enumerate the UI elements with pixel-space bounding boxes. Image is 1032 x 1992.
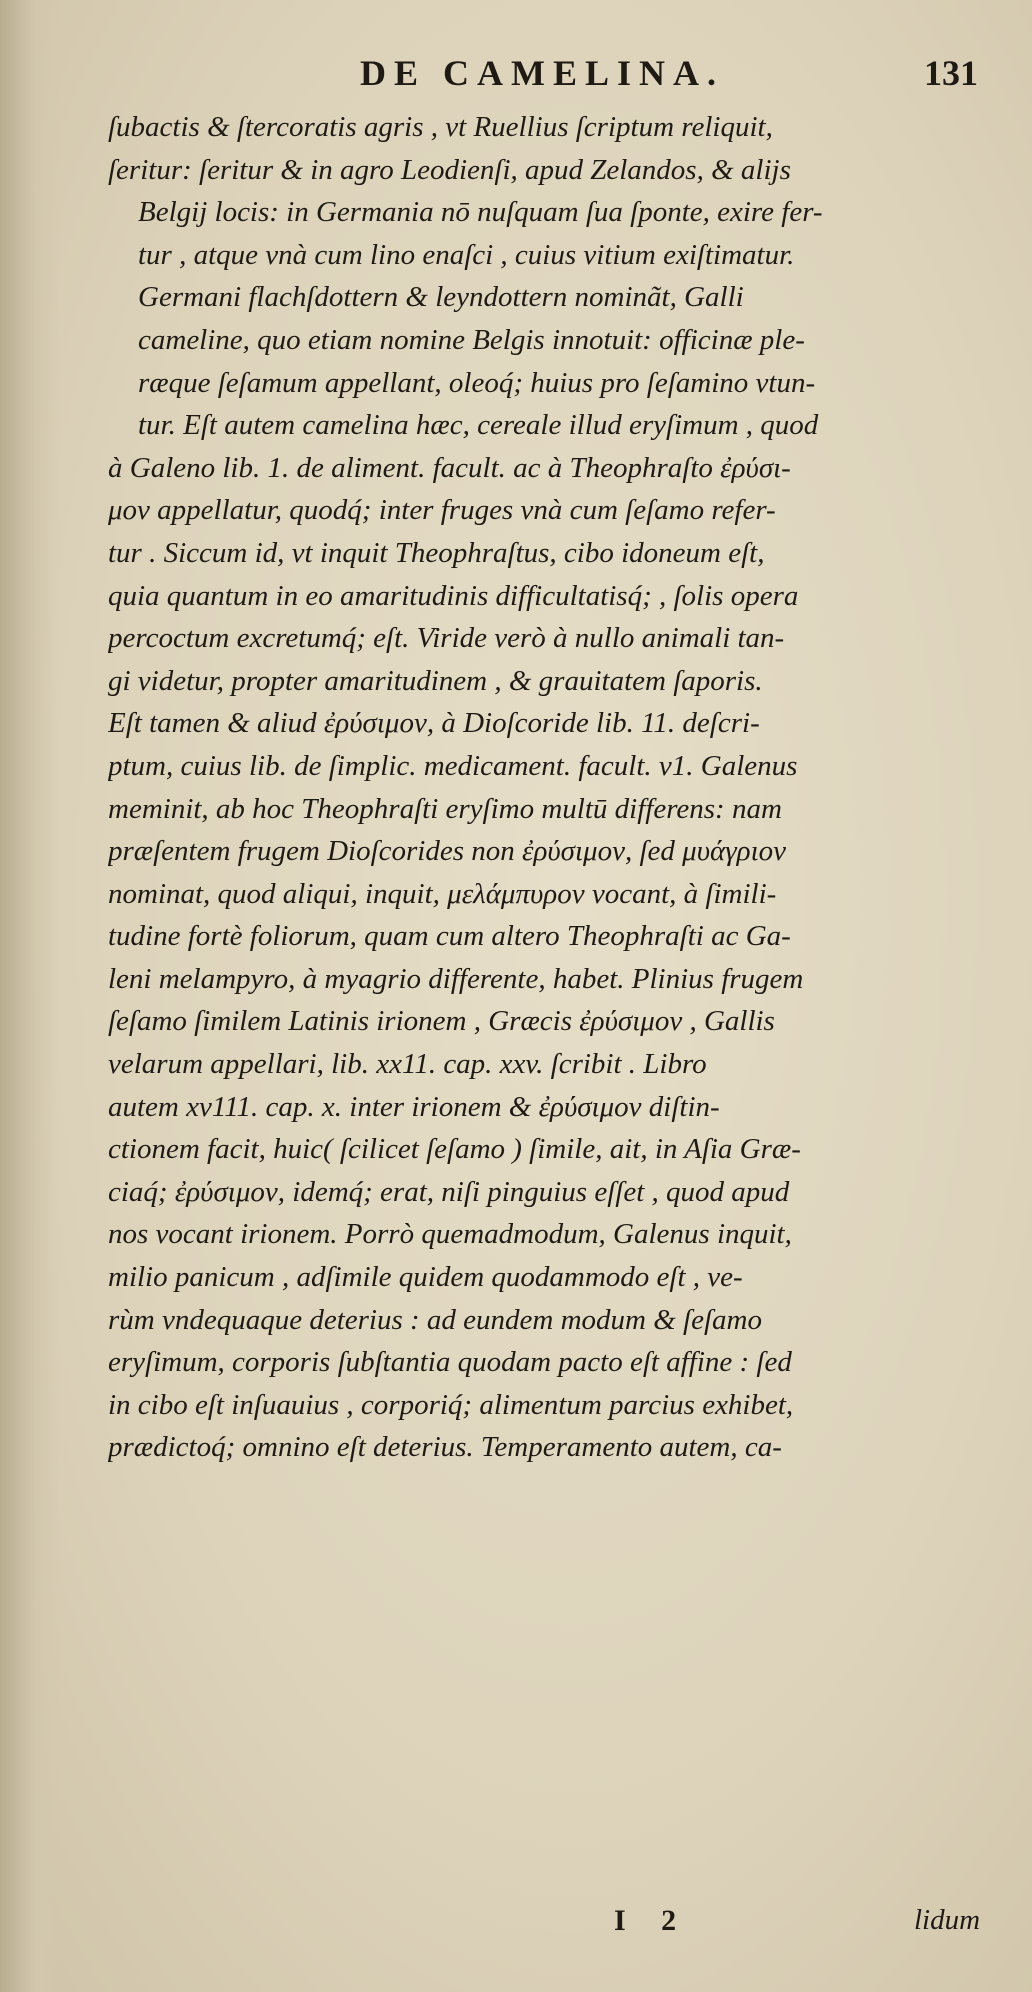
text-line: Germani flachſdottern & leyndottern nominãt, Galli bbox=[138, 281, 744, 314]
body-text bbox=[108, 106, 1008, 1469]
text-line: tudine fortè foliorum, quam cum altero Theophraſti ac Ga- bbox=[108, 920, 791, 953]
text-line: nominat, quod aliqui, inquit, μελάμπυρον vocant, à ſimili- bbox=[108, 877, 777, 910]
text-line: ctionem facit, huic( ſcilicet ſeſamo ) ſimile, ait, in Aſia Græ- bbox=[108, 1133, 801, 1166]
text-line: ſeritur: ſeritur & in agro Leodienſi, apud Zelandos, & alijs bbox=[108, 153, 791, 186]
page-gutter-shadow bbox=[0, 0, 60, 1992]
page-number: 131 bbox=[924, 53, 978, 93]
text-line: leni melampyro, à myagrio differente, habet. Plinius frugem bbox=[108, 962, 804, 995]
running-title: DE CAMELINA. bbox=[360, 53, 725, 93]
text-line: prædictoq́; omnino eſt deterius. Temperamento autem, ca- bbox=[108, 1431, 782, 1464]
text-line: ſubactis & ſtercoratis agris , vt Ruellius ſcriptum reliquit, bbox=[108, 111, 773, 143]
catchword: lidum bbox=[914, 1904, 981, 1936]
text-line: autem xv111. cap. x. inter irionem & ἐρύσιμον diſtin- bbox=[108, 1090, 720, 1123]
text-line: rùm vndequaque deterius : ad eundem modum & ſeſamo bbox=[108, 1303, 762, 1336]
running-head bbox=[0, 52, 1032, 96]
text-line: cameline, quo etiam nomine Belgis innotuit: officinæ ple- bbox=[138, 323, 805, 356]
text-line: ciaq́; ἐρύσιμον, idemq́; erat, niſi pinguius eſſet , quod apud bbox=[108, 1175, 790, 1208]
signature-mark: I 2 bbox=[614, 1904, 691, 1937]
text-line: μον appellatur, quodq́; inter fruges vnà cum ſeſamo refer- bbox=[108, 494, 776, 527]
text-line: velarum appellari, lib. xx11. cap. xxv. ſcribit . Libro bbox=[108, 1048, 707, 1081]
text-line: nos vocant irionem. Porrò quemadmodum, Galenus inquit, bbox=[108, 1218, 792, 1251]
text-line: ptum, cuius lib. de ſimplic. medicament. facult. v1. Galenus bbox=[108, 749, 798, 782]
text-line: tur. Eſt autem camelina hæc, cereale illud eryſimum , quod bbox=[138, 409, 819, 442]
text-line: quia quantum in eo amaritudinis difficultatisq́; , ſolis opera bbox=[108, 579, 799, 612]
text-line: meminit, ab hoc Theophraſti eryſimo multū differens: nam bbox=[108, 792, 782, 825]
text-line: ræque ſeſamum appellant, oleoq́; huius pro ſeſamino vtun- bbox=[138, 366, 816, 399]
text-line: Belgij locis: in Germania nō nuſquam ſua ſponte, exire fer- bbox=[138, 196, 823, 229]
text-line: Eſt tamen & aliud ἐρύσιμον, à Dioſcoride lib. 11. deſcri- bbox=[108, 707, 760, 740]
text-line: tur , atque vnà cum lino enaſci , cuius vitium exiſtimatur. bbox=[138, 238, 795, 271]
text-line: in cibo eſt inſuauius , corporiq́; alimentum parcius exhibet, bbox=[108, 1388, 794, 1421]
text-line: præſentem frugem Dioſcorides non ἐρύσιμον, ſed μυάγριον bbox=[108, 835, 787, 868]
text-line: tur . Siccum id, vt inquit Theophraſtus, cibo idoneum eſt, bbox=[108, 536, 765, 569]
text-line: gi videtur, propter amaritudinem , & grauitatem ſaporis. bbox=[108, 664, 763, 697]
text-line: à Galeno lib. 1. de aliment. facult. ac à Theophraſto ἐρύσι- bbox=[108, 451, 791, 484]
text-line: milio panicum , adſimile quidem quodammodo eſt , ve- bbox=[108, 1261, 743, 1294]
text-line: eryſimum, corporis ſubſtantia quodam pacto eſt affine : ſed bbox=[108, 1346, 792, 1379]
text-line: percoctum excretumq́; eſt. Viride verò à nullo animali tan- bbox=[108, 622, 785, 655]
text-line: ſeſamo ſimilem Latinis irionem , Græcis ἐρύσιμον , Gallis bbox=[108, 1005, 775, 1038]
page-footer bbox=[0, 1904, 1032, 1948]
